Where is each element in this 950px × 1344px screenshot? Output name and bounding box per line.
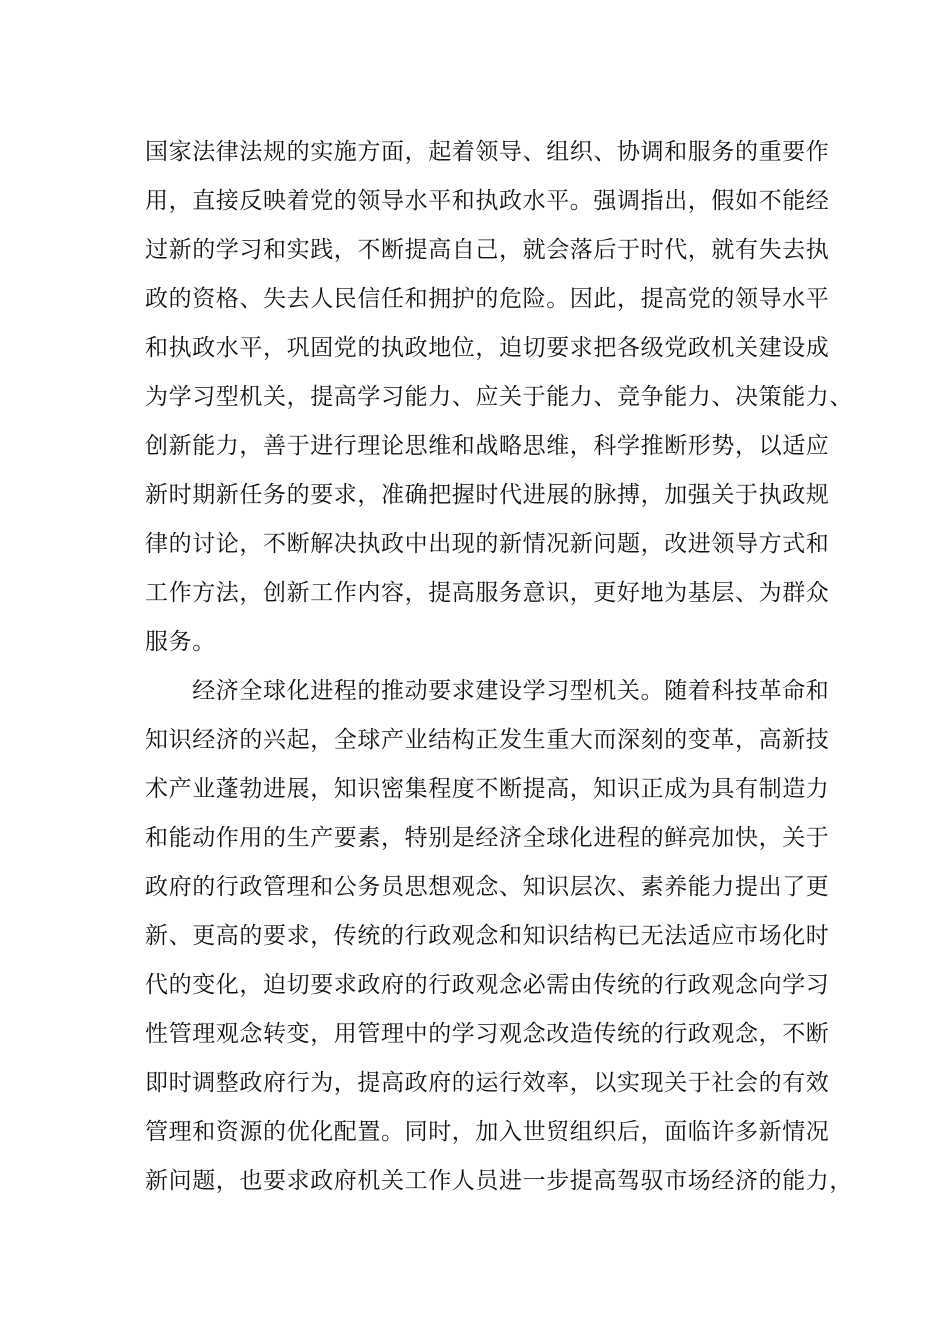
text-line: 律的讨论，不断解决执政中出现的新情况新问题，改进领导方式和 <box>145 531 830 557</box>
text-line: 管理和资源的优化配置。同时，加入世贸组织后，面临许多新情况 <box>145 1119 830 1145</box>
text-line: 国家法律法规的实施方面，起着领导、组织、协调和服务的重要作 <box>145 139 830 165</box>
text-line: 新时期新任务的要求，准确把握时代进展的脉搏，加强关于执政规 <box>145 482 830 508</box>
text-line: 政府的行政管理和公务员思想观念、知识层次、素养能力提出了更 <box>145 874 830 900</box>
text-line: 新、更高的要求，传统的行政观念和知识结构已无法适应市场化时 <box>145 923 830 949</box>
text-line: 经济全球化进程的推动要求建设学习型机关。随着科技革命和 <box>145 678 830 704</box>
text-line: 工作方法，创新工作内容，提高服务意识，更好地为基层、为群众 <box>145 580 830 606</box>
text-line: 知识经济的兴起，全球产业结构正发生重大而深刻的变革，高新技 <box>145 727 830 753</box>
text-line: 过新的学习和实践，不断提高自己，就会落后于时代，就有失去执 <box>145 237 830 263</box>
text-line: 术产业蓬勃进展，知识密集程度不断提高，知识正成为具有制造力 <box>145 776 830 802</box>
text-line: 和执政水平，巩固党的执政地位，迫切要求把各级党政机关建设成 <box>145 335 830 361</box>
text-line: 服务。 <box>145 629 216 655</box>
text-line: 即时调整政府行为，提高政府的运行效率，以实现关于社会的有效 <box>145 1070 830 1096</box>
text-line: 为学习型机关，提高学习能力、应关于能力、竞争能力、决策能力、 <box>145 384 853 410</box>
text-line: 用，直接反映着党的领导水平和执政水平。强调指出，假如不能经 <box>145 188 830 214</box>
text-line: 政的资格、失去人民信任和拥护的危险。因此，提高党的领导水平 <box>145 286 830 312</box>
text-line: 性管理观念转变，用管理中的学习观念改造传统的行政观念，不断 <box>145 1021 830 1047</box>
text-line: 和能动作用的生产要素，特别是经济全球化进程的鲜亮加快，关于 <box>145 825 830 851</box>
text-line: 创新能力，善于进行理论思维和战略思维，科学推断形势，以适应 <box>145 433 830 459</box>
text-line: 代的变化，迫切要求政府的行政观念必需由传统的行政观念向学习 <box>145 972 830 998</box>
text-line: 新问题，也要求政府机关工作人员进一步提高驾驭市场经济的能力， <box>145 1168 853 1194</box>
